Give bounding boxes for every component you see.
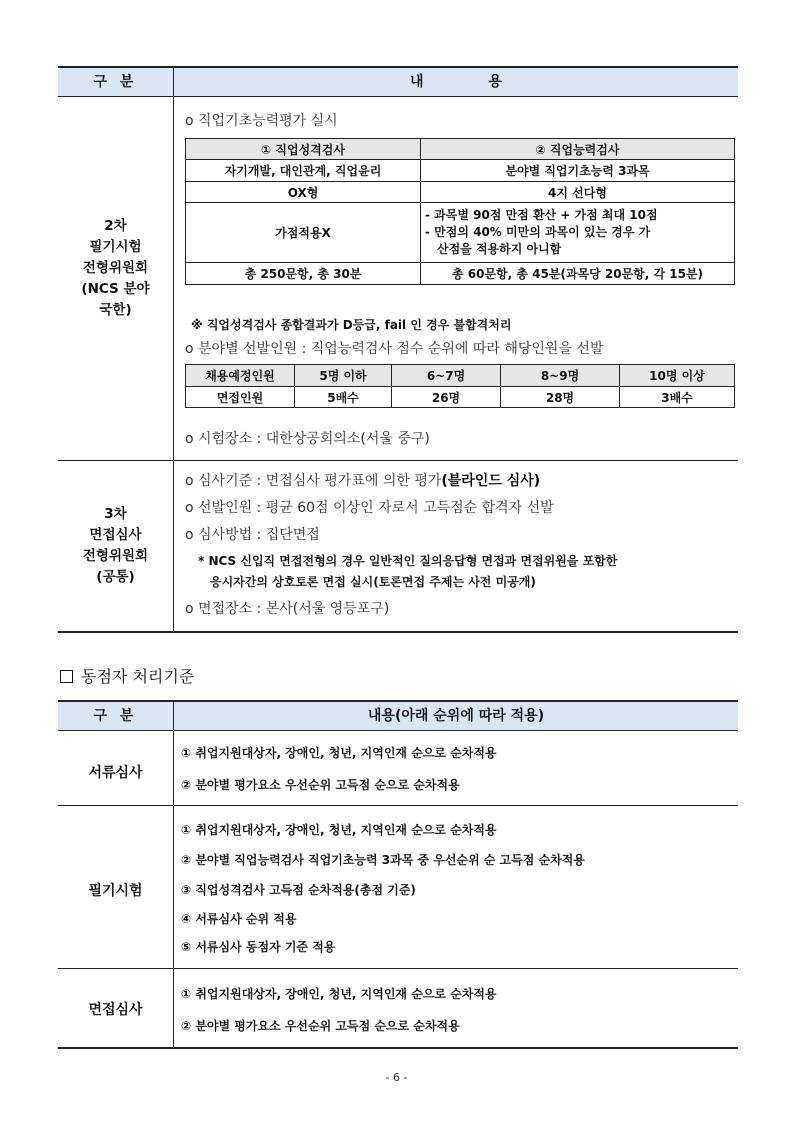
selection-header: 5명 이하: [295, 365, 392, 387]
section-title-tiebreak: 동점자 처리기준: [60, 664, 194, 687]
row-divider: [58, 460, 738, 461]
category-document: 서류심사: [88, 765, 143, 781]
note-interview-line2: 응시자간의 상호토론 면접 실시(토론면접 주제는 사전 미공개): [210, 575, 536, 589]
header-content: 내용(아래 순위에 따라 적용): [174, 702, 738, 730]
test-table: [185, 138, 735, 285]
page-number: - 6 -: [385, 1071, 408, 1084]
test-cell: 총 250문항, 총 30분: [186, 263, 421, 285]
selection-cell: 26명: [392, 387, 501, 408]
test-cell-scoring-left: 가점적용X: [186, 203, 421, 263]
list-item: ① 취업지원대상자, 장애인, 청년, 지역인재 순으로 순차적용: [181, 987, 497, 1001]
list-item: ① 취업지원대상자, 장애인, 청년, 지역인재 순으로 순차적용: [181, 746, 497, 760]
column-divider: [173, 731, 174, 805]
list-item: ⑤ 서류심사 동점자 기준 적용: [181, 940, 336, 954]
bullet-interview-location: o 면접장소 : 본사(서울 영등포구): [185, 601, 390, 617]
test-header-personality: ① 직업성격검사: [186, 139, 421, 160]
test-cell: OX형: [186, 182, 421, 203]
list-item: ② 분야별 평가요소 우선순위 고득점 순으로 순차적용: [181, 1019, 460, 1033]
selection-header: 8~9명: [501, 365, 620, 387]
test-cell: 분야별 직업기초능력 3과목: [421, 160, 735, 182]
table-bottom-rule: [58, 631, 738, 633]
table-bottom-rule: [58, 1047, 738, 1049]
bullet-interview-method: o 심사방법 : 집단면접: [185, 527, 320, 543]
header-category: 구 분: [58, 702, 174, 730]
list-item: ③ 직업성격검사 고득점 순차적용(총점 기준): [181, 883, 416, 897]
selection-cell: 면접인원: [186, 387, 295, 408]
header-divider: [58, 730, 738, 731]
list-item: ④ 서류심사 순위 적용: [181, 912, 297, 926]
table-header-row: [58, 68, 738, 97]
selection-cell: 3배수: [620, 387, 735, 408]
selection-cell: 5배수: [295, 387, 392, 408]
test-cell: 총 60문항, 총 45분(과목당 20문항, 각 15분): [421, 263, 735, 285]
bullet-interview-selection: o 선발인원 : 평균 60점 이상인 자로서 고득점순 합격자 선발: [185, 500, 554, 516]
test-cell-scoring-right: - 과목별 90점 만점 환산 + 가점 최대 10점 - 만점의 40% 미만의 과목이 있는 경우 가 산점을 적용하지 아니함: [421, 203, 735, 263]
header-content: 내 용: [174, 68, 738, 96]
test-header-ability: ② 직업능력검사: [421, 139, 735, 160]
column-divider: [173, 806, 174, 968]
column-divider: [173, 96, 174, 460]
bullet-interview-criteria: o 심사기준 : 면접심사 평가표에 의한 평가(블라인드 심사): [185, 473, 541, 489]
note-fail-rule: ※ 직업성격검사 종합결과가 D등급, fail 인 경우 불합격처리: [191, 318, 512, 332]
selection-cell: 28명: [501, 387, 620, 408]
test-cell: 4지 선다형: [421, 182, 735, 203]
category-interview: 3차 면접심사 전형위원회 (공통): [82, 506, 149, 585]
test-cell: 자기개발, 대인관계, 직업윤리: [186, 160, 421, 182]
selection-header: 6~7명: [392, 365, 501, 387]
category-written: 필기시험: [88, 883, 143, 899]
row-divider: [58, 968, 738, 969]
list-item: ② 분야별 직업능력검사 직업기초능력 3과목 중 우선순위 순 고득점 순차적용: [181, 853, 585, 867]
list-item: ② 분야별 평가요소 우선순위 고득점 순으로 순차적용: [181, 778, 460, 792]
bullet-test-location: o 시험장소 : 대한상공회의소(서울 중구): [185, 431, 430, 447]
column-divider: [173, 461, 174, 631]
category-written-test: 2차 필기시험 전형위원회 (NCS 분야 국한): [81, 218, 150, 318]
note-interview-line1: * NCS 신입직 면접전형의 경우 일반적인 질의응답형 면접과 면접위원을 포함한: [198, 554, 618, 568]
list-item: ① 취업지원대상자, 장애인, 청년, 지역인재 순으로 순차적용: [181, 823, 497, 837]
bullet-basic-competency: o 직업기초능력평가 실시: [185, 113, 338, 129]
selection-header: 10명 이상: [620, 365, 735, 387]
column-divider: [173, 969, 174, 1047]
header-category: 구 분: [58, 68, 174, 96]
bullet-selection-count: o 분야별 선발인원 : 직업능력검사 점수 순위에 따라 해당인원을 선발: [185, 341, 604, 357]
category-interview: 면접심사: [88, 1002, 143, 1018]
selection-header: 채용예정인원: [186, 365, 295, 387]
checkbox-square-icon: [60, 670, 73, 683]
selection-table: [185, 364, 735, 408]
row-divider: [58, 805, 738, 806]
